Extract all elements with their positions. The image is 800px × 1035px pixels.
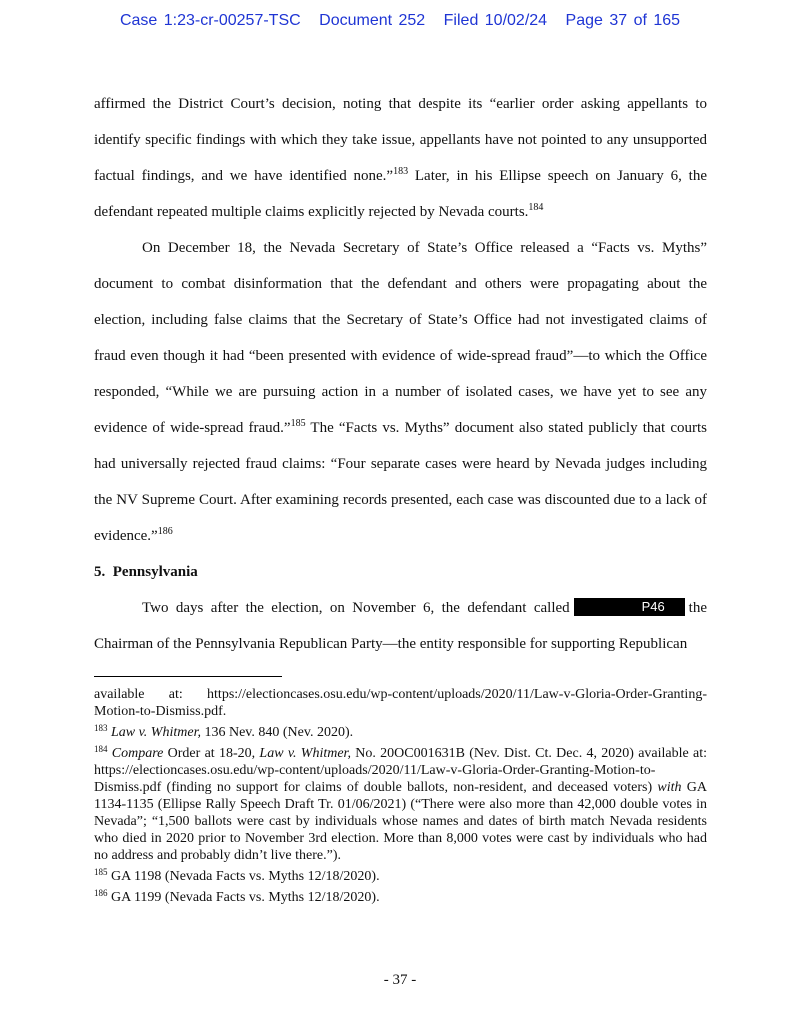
- section-heading: 5. Pennsylvania: [94, 564, 198, 580]
- footnote-divider: [94, 676, 282, 677]
- footnote-ref-185[interactable]: 185: [290, 418, 306, 429]
- paragraph-3: Two days after the election, on November 6, the defendant called P46 the Chairman of the Pennsylvania Republican Party—the entity responsible for supporting Republican: [94, 599, 707, 652]
- footnote-186: $^{186}$ GA 1199 (Nevada Facts vs. Myths 12/18/2020).: [94, 888, 380, 905]
- paragraph-2: On December 18, the Nevada Secretary of State’s Office released a “Facts vs. Myths” document to combat disinformation that the defendant and others were propagating about the election, including false claims that the Secretary of State’s Office had not investigated claims of fraud even though it had “been presented with evidence of wide-spread fraud”—to which the Office responded, “While we are pursuing action in a number of isolated cases, we have yet to see any evidence of wide-spread fraud.”$^{185}$ The “Facts vs. Myths” document also stated publicly that courts had universally rejected fraud claims: “Four separate cases were heard by Nevada judges including the NV Supreme Court. After examining records presented, each case was discounted due to a lack of evidence.”$^{186}$: [94, 240, 707, 544]
- footnote-ref-184[interactable]: 184: [528, 202, 544, 213]
- redaction-box: P46: [574, 598, 685, 616]
- filed-date: Filed 10/02/24: [443, 12, 548, 29]
- footnotes: [94, 686, 707, 910]
- footnote-184: $^{184}$ Compare Order at 18-20, Law v. Whitmer, No. 20OC001631B (Nev. Dist. Ct. Dec. 4, 2020) available at: https://electioncases.osu.edu/wp-content/uploads/2020/11/Law-v-Gloria-Order-Granting-Motion-to-Dismiss.pdf (finding no support for claims of double ballots, non-resident, and deceased voters) with GA 1134-1135 (Ellipse Rally Speech Draft Tr. 01/06/2021) (“There were also more than 42,000 double votes in Nevada”; “1,500 ballots were cast by individuals whose names and dates of birth match Nevada residents who died in 2020 prior to November 3rd election. More than 8,000 votes were cast by individuals who had no address and probably didn’t live there.”).: [94, 744, 708, 863]
- page-number: - 37 -: [383, 972, 417, 988]
- ecf-header: [0, 12, 800, 30]
- footnote-185: $^{185}$ GA 1198 (Nevada Facts vs. Myths 12/18/2020).: [94, 867, 380, 884]
- case-number: Case 1:23-cr-00257-TSC: [119, 12, 301, 29]
- footnote-ref-183[interactable]: 183: [393, 166, 409, 177]
- footnote-183: $^{183}$ Law v. Whitmer, 136 Nev. 840 (Nev. 2020).: [94, 723, 354, 740]
- footnote-continuation: available at: https://electioncases.osu.edu/wp-content/uploads/2020/11/Law-v-Gloria-Order-Granting-Motion-to-Dismiss.pdf.: [94, 687, 707, 719]
- paragraph-1: affirmed the District Court’s decision, noting that despite its “earlier order asking appellants to identify specific findings with which they take issue, appellants have not pointed to any unsupported factual findings, and we have identified none.”$^{183}$ Later, in his Ellipse speech on January 6, the defendant repeated multiple claims explicitly rejected by Nevada courts.$^{184}$: [94, 96, 708, 220]
- body-text: [94, 86, 707, 662]
- footnote-ref-186[interactable]: 186: [157, 526, 173, 537]
- document-number: Document 252: [319, 12, 426, 29]
- page-indicator: Page 37 of 165: [565, 12, 681, 29]
